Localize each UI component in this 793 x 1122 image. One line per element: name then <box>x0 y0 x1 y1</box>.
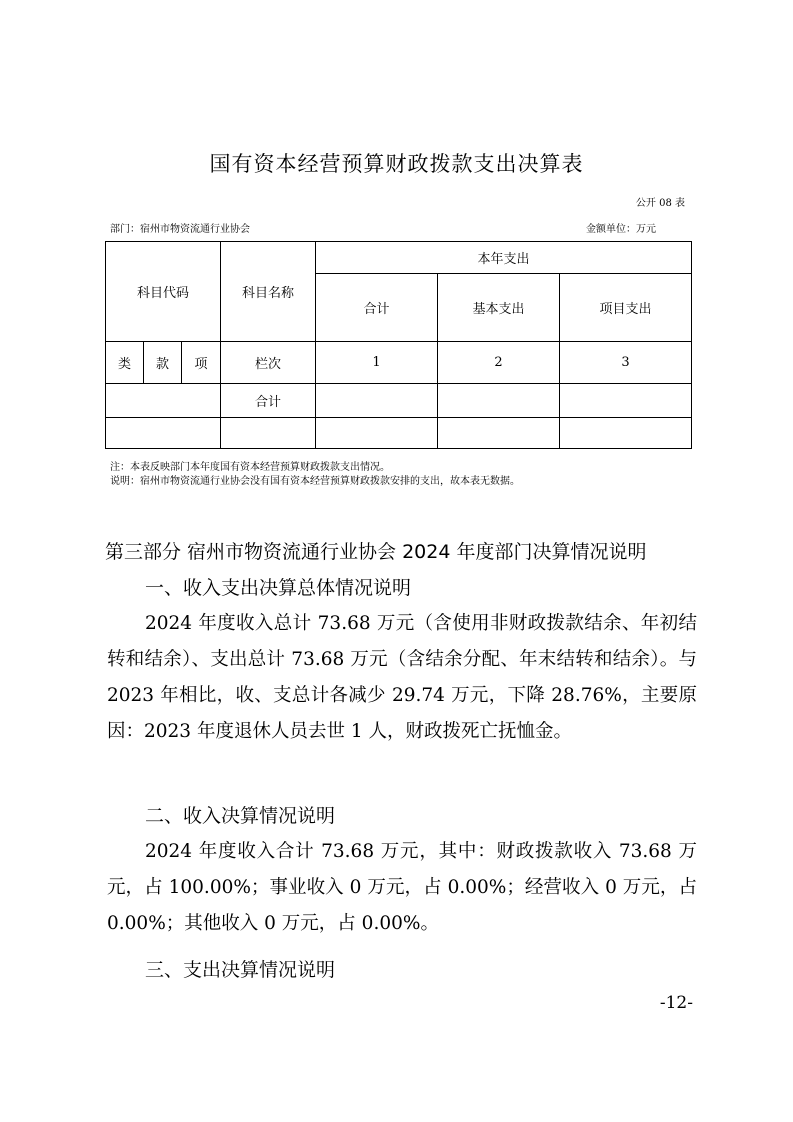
table-cell <box>221 418 316 449</box>
table-cell <box>560 384 692 418</box>
header-xiang: 项 <box>182 342 221 384</box>
section-two-text: 2024 年度收入合计 73.68 万元，其中：财政拨款收入 73.68 万元，占 100.00%；事业收入 0 万元，占 0.00%；经营收入 0 万元，占 0.00%；其他收入 0 万元，占 0.00%。 <box>107 841 697 934</box>
form-number: 公开 08 表 <box>635 198 685 209</box>
unit-label: 金额单位：万元 <box>586 224 656 235</box>
header-subject-code: 科目代码 <box>106 242 221 342</box>
header-kuan: 款 <box>144 342 182 384</box>
section-one-title: 一、收入支出决算总体情况说明 <box>145 577 412 599</box>
table-cell <box>438 384 560 418</box>
table-cell <box>438 418 560 449</box>
table-cell <box>560 418 692 449</box>
section-three-title: 三、支出决算情况说明 <box>145 959 336 981</box>
header-current-year-expense: 本年支出 <box>316 242 692 274</box>
header-subject-name: 科目名称 <box>221 242 316 342</box>
header-basic-expense: 基本支出 <box>438 274 560 342</box>
section-one-text: 2024 年度收入总计 73.68 万元（含使用非财政拨款结余、年初结转和结余）、支出总计 73.68 万元（含结余分配、年末结转和结余）。与 2023 年相比，收、支总计各减少 29.74 万元，下降 28.76%，主要原因：2023 年度退休人员去世 1 人，财政拨死亡抚恤金。 <box>107 613 697 742</box>
total-row-label: 合计 <box>221 384 316 418</box>
header-lei: 类 <box>106 342 144 384</box>
part-three-title: 第三部分 宿州市物资流通行业协会 2024 年度部门决算情况说明 <box>105 541 647 563</box>
page-number: -12- <box>659 993 693 1013</box>
table-note: 注：本表反映部门本年度国有资本经营预算财政拨款支出情况。 <box>110 462 390 473</box>
column-number-2: 2 <box>438 342 560 384</box>
expense-table <box>105 241 692 449</box>
table-cell <box>106 418 221 449</box>
column-number-1: 1 <box>316 342 438 384</box>
column-number-3: 3 <box>560 342 692 384</box>
table-explanation: 说明：宿州市物资流通行业协会没有国有资本经营预算财政拨款安排的支出，故本表无数据。 <box>110 476 520 487</box>
table-cell <box>316 384 438 418</box>
table-cell <box>106 384 221 418</box>
page-title: 国有资本经营预算财政拨款支出决算表 <box>209 152 584 176</box>
header-project-expense: 项目支出 <box>560 274 692 342</box>
section-two-title: 二、收入决算情况说明 <box>145 805 336 827</box>
table-row <box>106 418 692 449</box>
header-total: 合计 <box>316 274 438 342</box>
header-lanci: 栏次 <box>221 342 316 384</box>
table-cell <box>316 418 438 449</box>
table-row <box>106 384 692 418</box>
department-label: 部门：宿州市物资流通行业协会 <box>110 224 250 235</box>
